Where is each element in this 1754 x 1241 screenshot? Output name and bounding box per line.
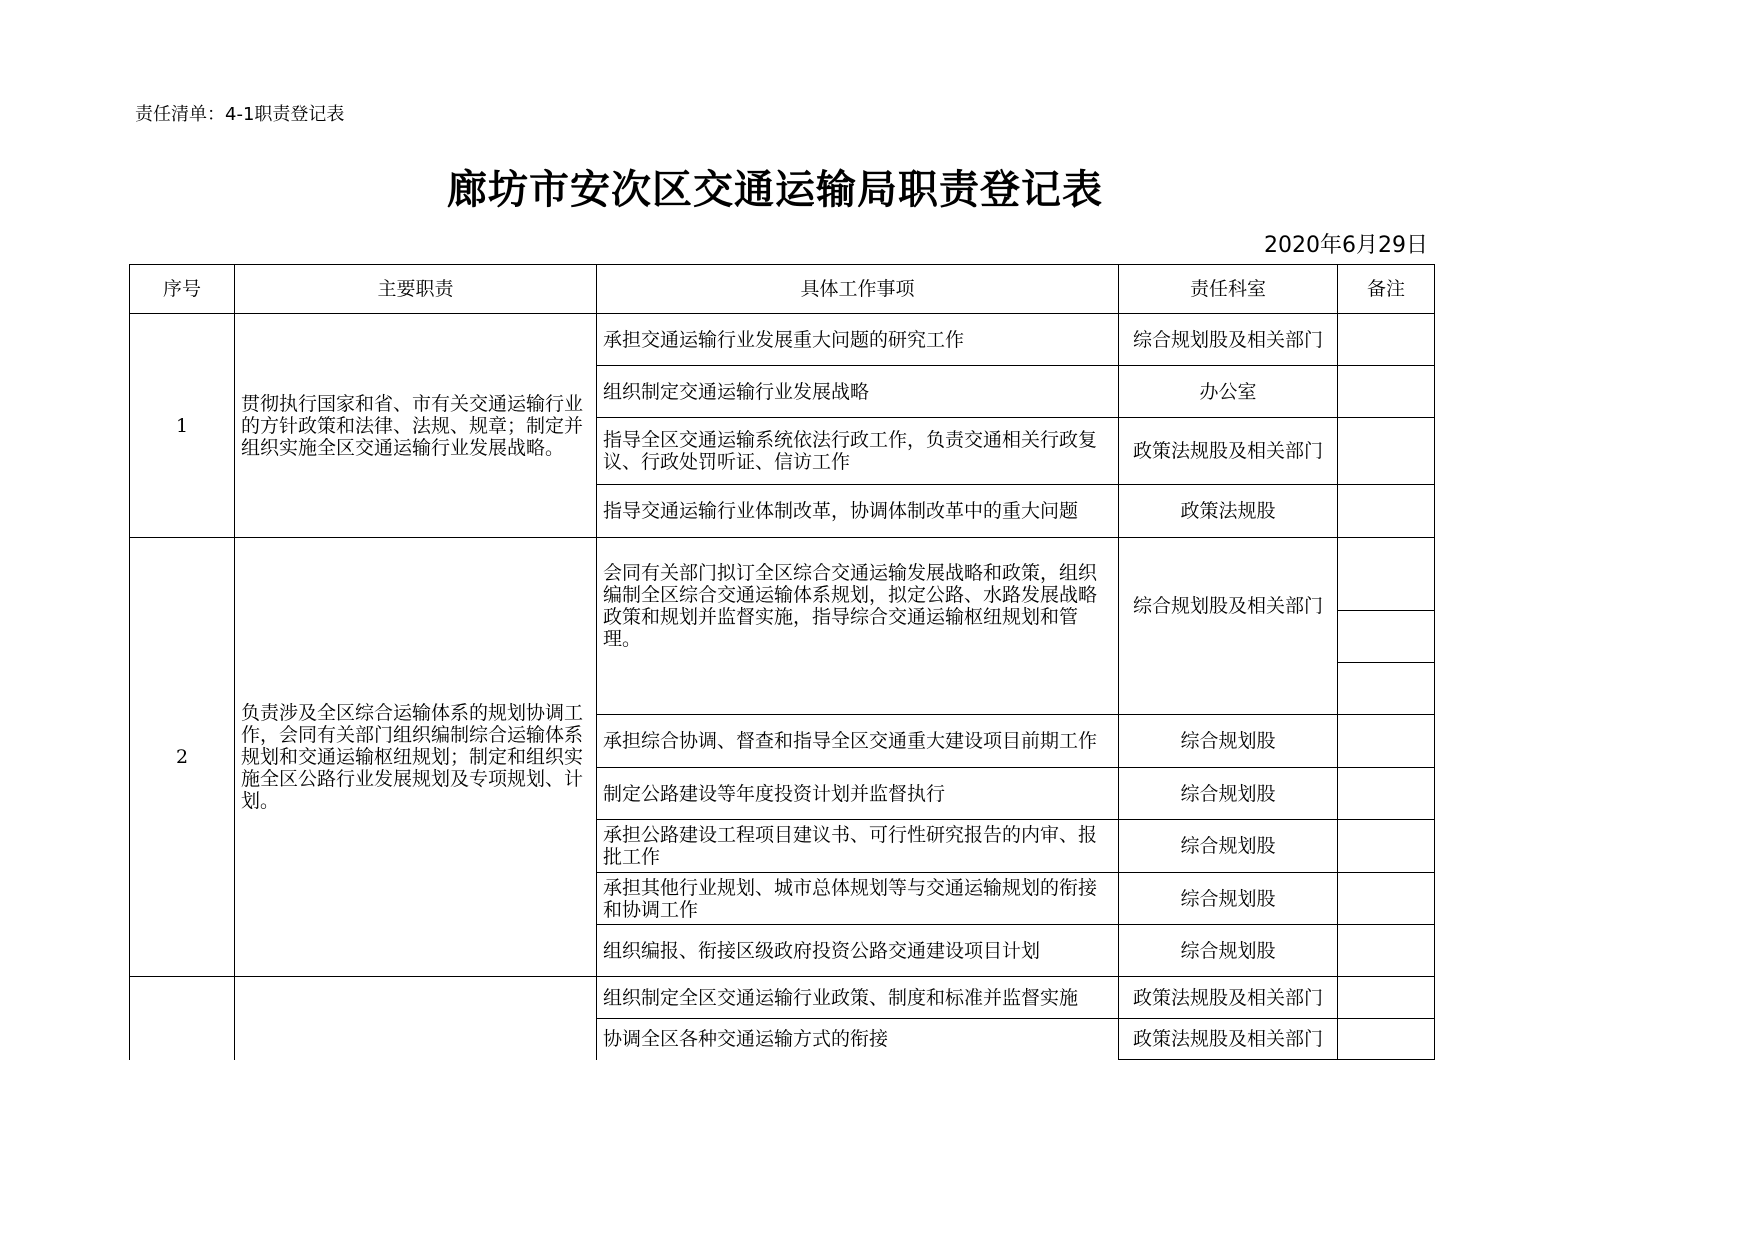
row-note <box>1338 485 1435 538</box>
row-work-item: 制定公路建设等年度投资计划并监督执行 <box>597 768 1119 820</box>
row-work-item: 指导全区交通运输系统依法行政工作，负责交通相关行政复议、行政处罚听证、信访工作 <box>597 418 1119 485</box>
row-work-item: 承担综合协调、督查和指导全区交通重大建设项目前期工作 <box>597 715 1119 768</box>
row-office: 综合规划股及相关部门 <box>1119 314 1338 366</box>
row-office: 综合规划股及相关部门 <box>1119 538 1338 715</box>
table-row <box>130 977 1435 1019</box>
row-note <box>1338 925 1435 977</box>
row-note <box>1338 314 1435 366</box>
row-office: 政策法规股 <box>1119 485 1338 538</box>
row-note <box>1338 611 1435 663</box>
form-date: 2020年6月29日 <box>1264 233 1428 258</box>
row-office: 综合规划股 <box>1119 925 1338 977</box>
header-seq: 序号 <box>130 265 235 314</box>
duty-table <box>129 264 1435 1060</box>
header-main-duty: 主要职责 <box>235 265 597 314</box>
row-note <box>1338 768 1435 820</box>
row-seq: 1 <box>130 314 235 538</box>
table-row <box>130 538 1435 611</box>
row-work-item: 组织制定交通运输行业发展战略 <box>597 366 1119 418</box>
row-note <box>1338 820 1435 873</box>
row-note <box>1338 418 1435 485</box>
row-note <box>1338 663 1435 715</box>
table-row <box>130 314 1435 366</box>
row-main-duty <box>235 977 597 1060</box>
row-office: 政策法规股及相关部门 <box>1119 977 1338 1019</box>
row-office: 综合规划股 <box>1119 820 1338 873</box>
row-work-item: 组织制定全区交通运输行业政策、制度和标准并监督实施 <box>597 977 1119 1019</box>
header-note: 备注 <box>1338 265 1435 314</box>
row-work-item: 指导交通运输行业体制改革，协调体制改革中的重大问题 <box>597 485 1119 538</box>
table-header-row <box>130 265 1435 314</box>
row-office: 综合规划股 <box>1119 873 1338 925</box>
row-office: 综合规划股 <box>1119 715 1338 768</box>
row-note <box>1338 873 1435 925</box>
row-office: 政策法规股及相关部门 <box>1119 1019 1338 1060</box>
form-subtitle: 责任清单：4-1职责登记表 <box>135 104 345 125</box>
row-work-item: 承担交通运输行业发展重大问题的研究工作 <box>597 314 1119 366</box>
row-note <box>1338 538 1435 611</box>
page-title: 廊坊市安次区交通运输局职责登记表 <box>447 167 1103 213</box>
row-work-item: 会同有关部门拟订全区综合交通运输发展战略和政策，组织编制全区综合交通运输体系规划，拟定公路、水路发展战略政策和规划并监督实施，指导综合交通运输枢纽规划和管理。 <box>597 538 1119 715</box>
row-work-item: 承担其他行业规划、城市总体规划等与交通运输规划的衔接和协调工作 <box>597 873 1119 925</box>
row-main-duty: 贯彻执行国家和省、市有关交通运输行业的方针政策和法律、法规、规章；制定并组织实施全区交通运输行业发展战略。 <box>235 314 597 538</box>
row-note <box>1338 977 1435 1019</box>
row-work-item: 承担公路建设工程项目建议书、可行性研究报告的内审、报批工作 <box>597 820 1119 873</box>
row-work-item: 协调全区各种交通运输方式的衔接 <box>597 1019 1119 1060</box>
row-work-item: 组织编报、衔接区级政府投资公路交通建设项目计划 <box>597 925 1119 977</box>
row-seq <box>130 977 235 1060</box>
row-office: 办公室 <box>1119 366 1338 418</box>
row-note <box>1338 366 1435 418</box>
row-note <box>1338 1019 1435 1060</box>
header-office: 责任科室 <box>1119 265 1338 314</box>
row-main-duty: 负责涉及全区综合运输体系的规划协调工作，会同有关部门组织编制综合运输体系规划和交通运输枢纽规划；制定和组织实施全区公路行业发展规划及专项规划、计划。 <box>235 538 597 977</box>
row-office: 综合规划股 <box>1119 768 1338 820</box>
row-note <box>1338 715 1435 768</box>
header-work-item: 具体工作事项 <box>597 265 1119 314</box>
row-seq: 2 <box>130 538 235 977</box>
row-office: 政策法规股及相关部门 <box>1119 418 1338 485</box>
